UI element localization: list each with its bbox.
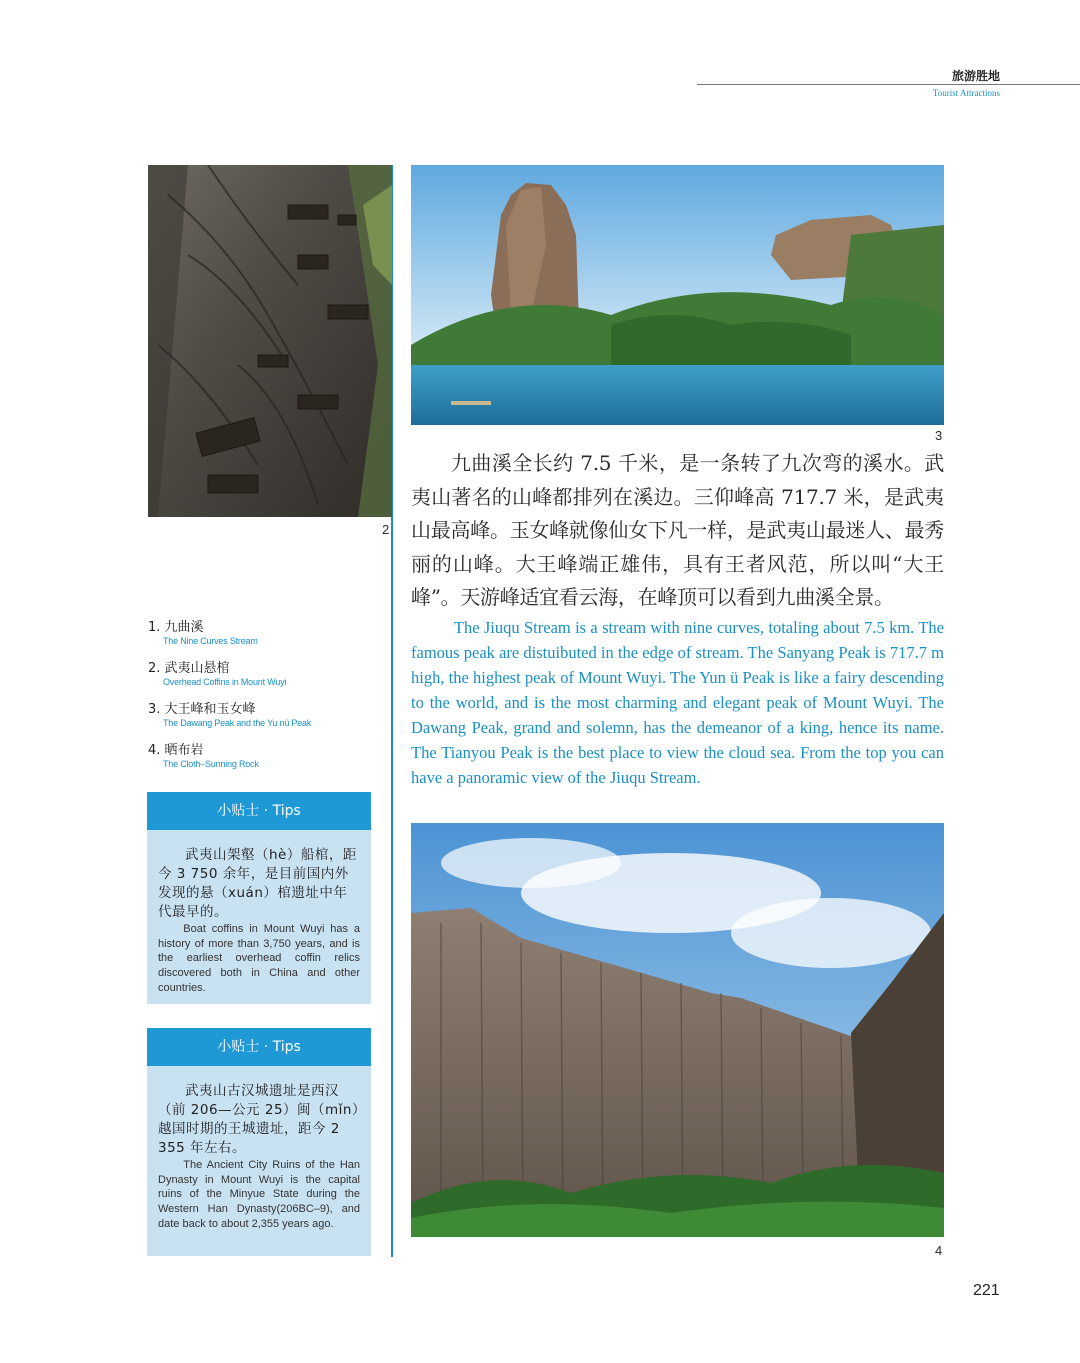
tips-text-en: The Ancient City Ruins of the Han Dynasty in Mount Wuyi is the capital ruins of the Minyue State during the Western Han Dynasty(206BC–9), and date back to about 2,355 years ago. <box>158 1159 360 1230</box>
caption-en: The Nine Curves Stream <box>163 636 258 646</box>
page-number: 221 <box>973 1282 1000 1299</box>
main-text-en: The Jiuqu Stream is a stream with nine curves, totaling about 7.5 km. The famous peak are distuibuted in the edge of stream. The Sanyang Peak is 717.7 m high, the highest peak of Mount Wuyi. The Yun ü Peak is like a fairy descending to the world, and is the most charming and elegant peak of Mount Wuyi. The Dawang Peak, grand and solemn, has the demeanor of a king, hence its name. The Tianyou Peak is the best place to view the cloud sea. From the top you can have a panoramic view of the Jiuqu Stream. <box>411 618 944 787</box>
caption-en: The Dawang Peak and the Yu nü Peak <box>163 718 312 728</box>
main-text-cn: 九曲溪全长约 7.5 千米，是一条转了九次弯的溪水。武夷山著名的山峰都排列在溪边。三仰峰高 717.7 米，是武夷山最高峰。玉女峰就像仙女下凡一样，是武夷山最迷人、最秀丽的山峰。大王峰端正雄伟，具有王者风范，所以叫“大王峰”。天游峰适宜看云海，在峰顶可以看到九曲溪全景。 <box>411 451 944 609</box>
photo-number-2: 2 <box>382 522 390 537</box>
caption-cn: 2. 武夷山悬棺 <box>148 661 230 676</box>
caption-cn: 3. 大王峰和玉女峰 <box>148 702 256 717</box>
caption-en: Overhead Coffins in Mount Wuyi <box>163 677 287 687</box>
photo-overhead-coffins <box>148 165 392 517</box>
tips-body <box>147 1066 371 1232</box>
caption-cn: 4. 晒布岩 <box>148 743 204 758</box>
tips-title: 小贴士 · Tips <box>147 792 371 830</box>
caption-item <box>148 743 388 770</box>
tips-text-en: Boat coffins in Mount Wuyi has a history of more than 3,750 years, and is the earliest overhead coffin relics discovered both in China and other countries. <box>158 923 360 994</box>
caption-item <box>148 620 388 647</box>
header-title-en: Tourist Attractions <box>932 88 1000 98</box>
header-rule <box>697 84 1080 85</box>
header-title-cn: 旅游胜地 <box>951 69 1000 83</box>
tips-text-cn: 武夷山架壑（hè）船棺，距今 3 750 余年，是目前国内外发现的悬（xuán）棺遗址中年代最早的。 <box>158 847 357 920</box>
photo-captions <box>148 620 388 784</box>
tips-body <box>147 830 371 996</box>
caption-en: The Cloth–Sunning Rock <box>163 759 259 769</box>
caption-cn: 1. 九曲溪 <box>148 620 204 635</box>
caption-item <box>148 661 388 688</box>
photo-cloth-sunning-rock <box>411 823 944 1237</box>
caption-item <box>148 702 388 729</box>
tips-text-cn: 武夷山古汉城遗址是西汉（前 206—公元 25）闽（mǐn）越国时期的王城遗址，距今 2 355 年左右。 <box>158 1083 360 1156</box>
tips-box-han-city <box>147 1028 371 1256</box>
photo-number-3: 3 <box>935 428 943 443</box>
tips-title: 小贴士 · Tips <box>147 1028 371 1066</box>
tips-box-coffins <box>147 792 371 1004</box>
photo-number-4: 4 <box>935 1243 943 1258</box>
photo-nine-curves-stream <box>411 165 944 425</box>
